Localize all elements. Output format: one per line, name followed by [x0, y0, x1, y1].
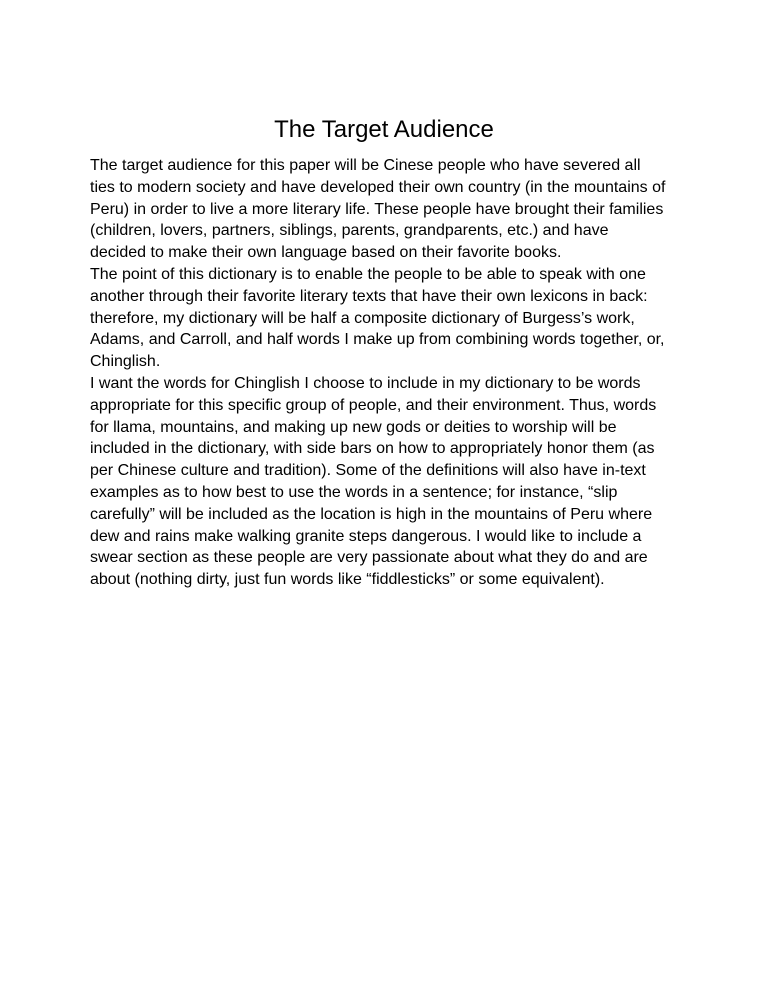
text-line: for llama, mountains, and making up new gods or deities to worship will be — [90, 418, 617, 436]
text-line: per Chinese culture and tradition). Some of the definitions will also have in-text — [90, 462, 646, 480]
text-line: The point of this dictionary is to enable the people to be able to speak with one — [90, 265, 646, 283]
text-line: decided to make their own language based on their favorite books. — [90, 244, 562, 262]
text-line: therefore, my dictionary will be half a composite dictionary of Burgess’s work, — [90, 309, 635, 327]
text-line: The target audience for this paper will be Cinese people who have severed all — [90, 157, 641, 174]
text-line: dew and rains make walking granite steps dangerous. I would like to include a — [90, 527, 642, 545]
text-line: carefully” will be included as the location is high in the mountains of Peru where — [90, 505, 653, 523]
text-line: examples as to how best to use the words in a sentence; for instance, “slip — [90, 483, 618, 501]
text-line: included in the dictionary, with side bars on how to appropriately honor them (as — [90, 440, 655, 458]
paragraph-dictionary-purpose — [90, 264, 690, 373]
paragraph-target-audience — [90, 155, 690, 264]
text-line: appropriate for this specific group of people, and their environment. Thus, words — [90, 396, 657, 414]
document-body — [90, 155, 690, 591]
text-line: Peru) in order to live a more literary life. These people have brought their families — [90, 200, 664, 218]
text-line: another through their favorite literary texts that have their own lexicons in back: — [90, 287, 648, 305]
paragraph-chinglish-words — [90, 373, 690, 591]
text-line: (children, lovers, partners, siblings, parents, grandparents, etc.) and have — [90, 222, 609, 240]
page-title: The Target Audience — [274, 116, 494, 143]
text-line: ties to modern society and have developed their own country (in the mountains of — [90, 178, 666, 196]
text-line: I want the words for Chinglish I choose to include in my dictionary to be words — [90, 374, 641, 392]
text-line: Chinglish. — [90, 353, 161, 371]
text-line: Adams, and Carroll, and half words I make up from combining words together, or, — [90, 331, 665, 349]
text-line: about (nothing dirty, just fun words like “fiddlesticks” or some equivalent). — [90, 571, 605, 589]
text-line: swear section as these people are very passionate about what they do and are — [90, 549, 648, 567]
